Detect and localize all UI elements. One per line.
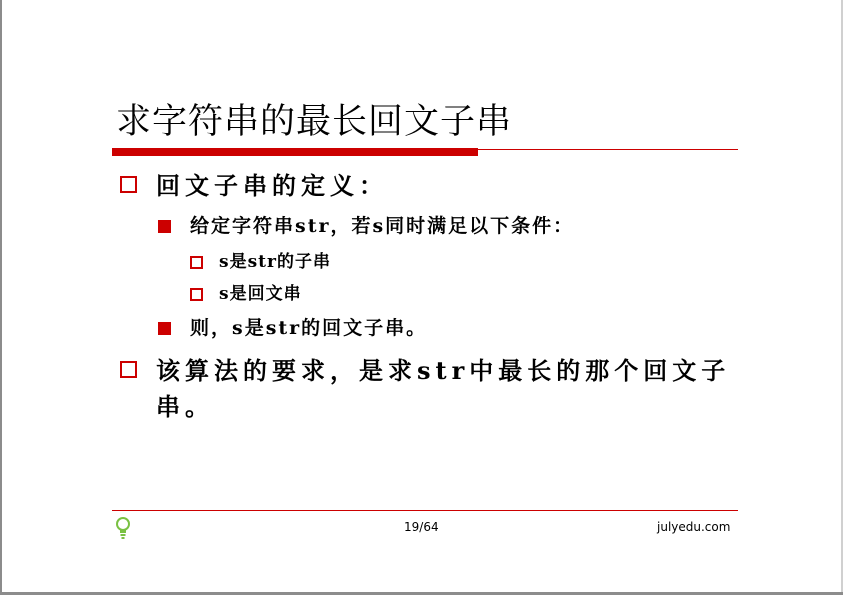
page-number: 19/64 (404, 520, 439, 534)
bullet-requirement-line2: 串。 (156, 392, 214, 421)
bullet-conclusion: 则，s是str的回文子串。 (190, 317, 428, 339)
site-name: julyedu.com (657, 520, 731, 534)
bullet-definition: 回文子串的定义： (156, 171, 388, 200)
bullet-given-string: 给定字符串str，若s同时满足以下条件： (190, 215, 575, 237)
bullet-palindrome-condition: s是回文串 (219, 284, 302, 304)
title-accent-bar (112, 148, 478, 156)
bullet-requirement-line1: 该算法的要求，是求str中最长的那个回文子 (156, 356, 731, 385)
bullet-square-filled (158, 220, 171, 233)
lightbulb-icon (114, 516, 132, 540)
bullet-square-hollow (120, 176, 137, 193)
bullet-square-hollow-small (190, 256, 203, 269)
bullet-square-hollow-small (190, 288, 203, 301)
bullet-substring-condition: s是str的子串 (219, 252, 331, 272)
footer-divider (112, 510, 738, 511)
bullet-square-hollow (120, 361, 137, 378)
slide-title: 求字符串的最长回文子串 (116, 102, 513, 142)
window-frame-left (0, 0, 2, 595)
bullet-square-filled (158, 322, 171, 335)
